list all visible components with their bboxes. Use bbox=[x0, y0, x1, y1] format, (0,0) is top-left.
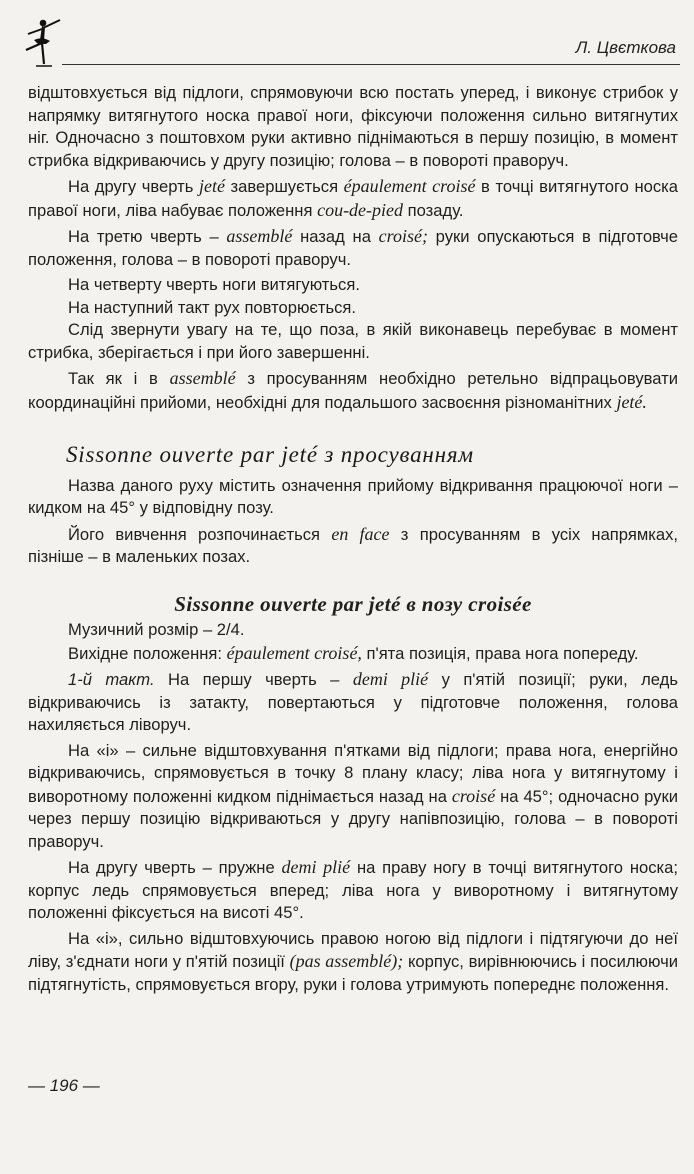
paragraph bbox=[28, 928, 678, 997]
author-name: Л. Цвєткова bbox=[575, 38, 676, 57]
paragraph bbox=[28, 225, 678, 271]
term: croisé; bbox=[378, 226, 428, 246]
text: Вихідне положення: bbox=[68, 643, 227, 663]
text: в точці витягнутого носка правої ноги, ліва набуває положення bbox=[28, 177, 679, 220]
term: jeté. bbox=[616, 391, 647, 412]
header-rule bbox=[62, 64, 680, 65]
paragraph bbox=[28, 740, 678, 854]
subsection-heading: Sissonne ouverte par jeté в позу croisée bbox=[174, 591, 532, 616]
page-header bbox=[18, 14, 680, 72]
term: assemblé bbox=[169, 368, 236, 388]
page-number: — 196 — bbox=[28, 1076, 100, 1095]
ballet-dancer-icon bbox=[18, 14, 68, 72]
paragraph: Назва даного руху містить означення прийому відкривання працюючої ноги – кидком на 45° у відповідну позу. bbox=[28, 475, 678, 517]
text: у п'ятій позиції; руки, ледь відкриваючись із затакту, повертаються у підготовче положення, голова нахиляється ліворуч. bbox=[28, 670, 678, 734]
text: на праву ногу в точці витягнутого носка; корпус ледь спрямовується вперед; ліва нога у виворотному і витягнутому положенні фіксується на висоті 45°. bbox=[28, 858, 678, 922]
term: cou-de-pied bbox=[317, 199, 404, 220]
paragraph bbox=[28, 82, 678, 172]
text: На другу чверть – пружне bbox=[68, 858, 282, 877]
term: jeté bbox=[198, 176, 225, 196]
paragraph bbox=[28, 367, 678, 414]
text: На другу чверть bbox=[68, 177, 199, 196]
page-content bbox=[28, 82, 678, 999]
paragraph bbox=[28, 642, 678, 666]
term: croisé bbox=[451, 785, 496, 806]
text: корпус, вирівнюючись і посилюючи підтягнутість, спрямовується вгору, руки і голова утримують попереднє положення. bbox=[28, 952, 678, 994]
paragraph: На четверту чверть ноги витягуються. bbox=[68, 275, 360, 294]
term: épaulement croisé bbox=[343, 176, 476, 196]
text: На першу чверть – bbox=[154, 670, 353, 689]
text: назад на bbox=[292, 227, 379, 246]
text: відштовхується від підлоги, спрямовуючи всю постать уперед, і виконує стрибок у напрямку витягнутого носка правої ноги, фіксуючи положення сильно витягнутих ніг. Одночасно з поштовхом руки активно піднімаються в першу позицію, в момент стрибка відкриваючись у другу позицію; голова – в повороті праворуч. bbox=[28, 83, 678, 170]
term: épaulement croisé, bbox=[226, 642, 362, 663]
text: позаду. bbox=[403, 200, 464, 220]
bar-label: 1-й такт. bbox=[68, 670, 155, 689]
text: завершується bbox=[224, 177, 344, 196]
text: Так як і в bbox=[68, 369, 170, 388]
term: en face bbox=[331, 523, 390, 544]
text: руки опускаються в підготовче положення, голова – в повороті праворуч. bbox=[28, 227, 679, 269]
term: (pas assemblé); bbox=[289, 951, 404, 971]
text: на 45°; одночасно руки через першу позицію відкриваються у другу напівпозицію, голова – в повороті праворуч. bbox=[28, 786, 679, 851]
term: demi plié bbox=[352, 669, 429, 689]
text: На «і» – сильне відштовхування п'ятками від підлоги; права нога, енергійно відкриваючись, спрямовується в точку 8 плану класу; ліва нога у витягнутому і виворотному положенні кидком піднімається назад на bbox=[28, 740, 678, 806]
paragraph: Слід звернути увагу на те, що поза, в якій виконавець перебуває в момент стрибка, зберігається і при його завершенні. bbox=[28, 320, 678, 362]
text: з просуванням необхідно ретельно відпрацьовувати координаційні прийоми, необхідні для подальшого засвоєння різноманітних bbox=[28, 369, 678, 412]
paragraph bbox=[28, 856, 678, 925]
paragraph: Музичний розмір – 2/4. bbox=[68, 620, 245, 639]
term: demi plié bbox=[281, 857, 351, 877]
text: з просуванням в усіх напрямках, пізніше – в маленьких позах. bbox=[28, 524, 678, 566]
paragraph bbox=[28, 668, 678, 737]
section-heading: Sissonne ouverte par jeté з просуванням bbox=[66, 442, 474, 467]
paragraph bbox=[28, 175, 678, 222]
paragraph bbox=[28, 523, 678, 569]
text: Його вивчення розпочинається bbox=[68, 524, 332, 544]
text: На третю чверть – bbox=[68, 227, 227, 246]
text: п'ята позиція, права нога попереду. bbox=[361, 643, 639, 663]
term: assemblé bbox=[226, 226, 293, 246]
text: На «і», сильно відштовхуючись правою ногою від підлоги і підтягуючи до неї ліву, з'єднати ноги у п'ятій позиції bbox=[28, 928, 678, 971]
paragraph: На наступний такт рух повторюється. bbox=[68, 297, 357, 317]
